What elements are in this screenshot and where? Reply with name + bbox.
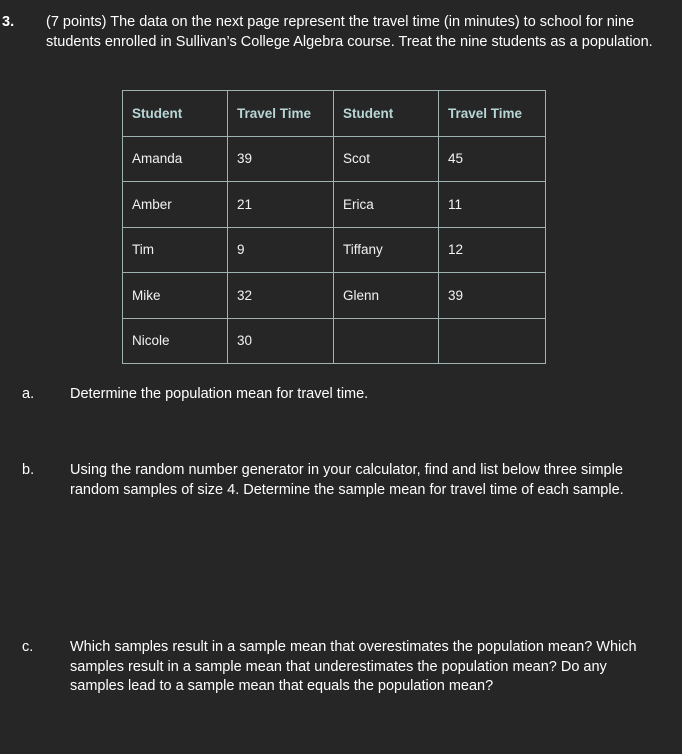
table-cell: 32: [228, 273, 334, 319]
header-travel-time-2: Travel Time: [439, 91, 546, 137]
table-row: [123, 136, 546, 182]
table-row: [123, 273, 546, 319]
header-travel-time-1: Travel Time: [228, 91, 334, 137]
part-a-letter: a.: [22, 386, 35, 402]
part-c: [22, 638, 656, 697]
table-cell: 39: [228, 136, 334, 182]
part-a-text: Determine the population mean for travel time.: [70, 386, 369, 402]
table-cell: 30: [228, 318, 334, 364]
part-c-text: Which samples result in a sample mean that overestimates the population mean? Which samples result in a sample mean that underestimates the population mean? Do any samples lead to a sample mean that equals the population mean?: [70, 639, 637, 694]
table-cell: 39: [439, 273, 546, 319]
part-a: [22, 385, 656, 405]
table-row: [123, 182, 546, 228]
part-b-text: Using the random number generator in your calculator, find and list below three simple random samples of size 4. Determine the sample mean for travel time of each sample.: [70, 462, 624, 498]
table-cell: [334, 318, 439, 364]
table-cell: 12: [439, 227, 546, 273]
header-student-1: Student: [123, 91, 228, 137]
table-cell: 11: [439, 182, 546, 228]
table-cell: Nicole: [123, 318, 228, 364]
table-row: [123, 227, 546, 273]
question-text: (7 points) The data on the next page represent the travel time (in minutes) to school for nine students enrolled in Sullivan’s College Algebra course. Treat the nine students as a population.: [46, 14, 653, 50]
table-header-row: [123, 91, 546, 137]
header-student-2: Student: [334, 91, 439, 137]
table-cell: 45: [439, 136, 546, 182]
table-cell: Amanda: [123, 136, 228, 182]
travel-time-table: [122, 90, 546, 364]
table-cell: 21: [228, 182, 334, 228]
part-b-letter: b.: [22, 462, 35, 478]
table-cell: 9: [228, 227, 334, 273]
table-cell: Tim: [123, 227, 228, 273]
table-cell: Mike: [123, 273, 228, 319]
table-cell: Scot: [334, 136, 439, 182]
question-stem: [2, 13, 654, 52]
question-3: [2, 13, 654, 52]
table-cell: Amber: [123, 182, 228, 228]
table-cell: Tiffany: [334, 227, 439, 273]
part-c-letter: c.: [22, 639, 34, 655]
table-row: [123, 318, 546, 364]
part-b: [22, 461, 656, 500]
table-cell: Glenn: [334, 273, 439, 319]
question-number: 3.: [2, 14, 15, 30]
table-cell: Erica: [334, 182, 439, 228]
table-cell: [439, 318, 546, 364]
